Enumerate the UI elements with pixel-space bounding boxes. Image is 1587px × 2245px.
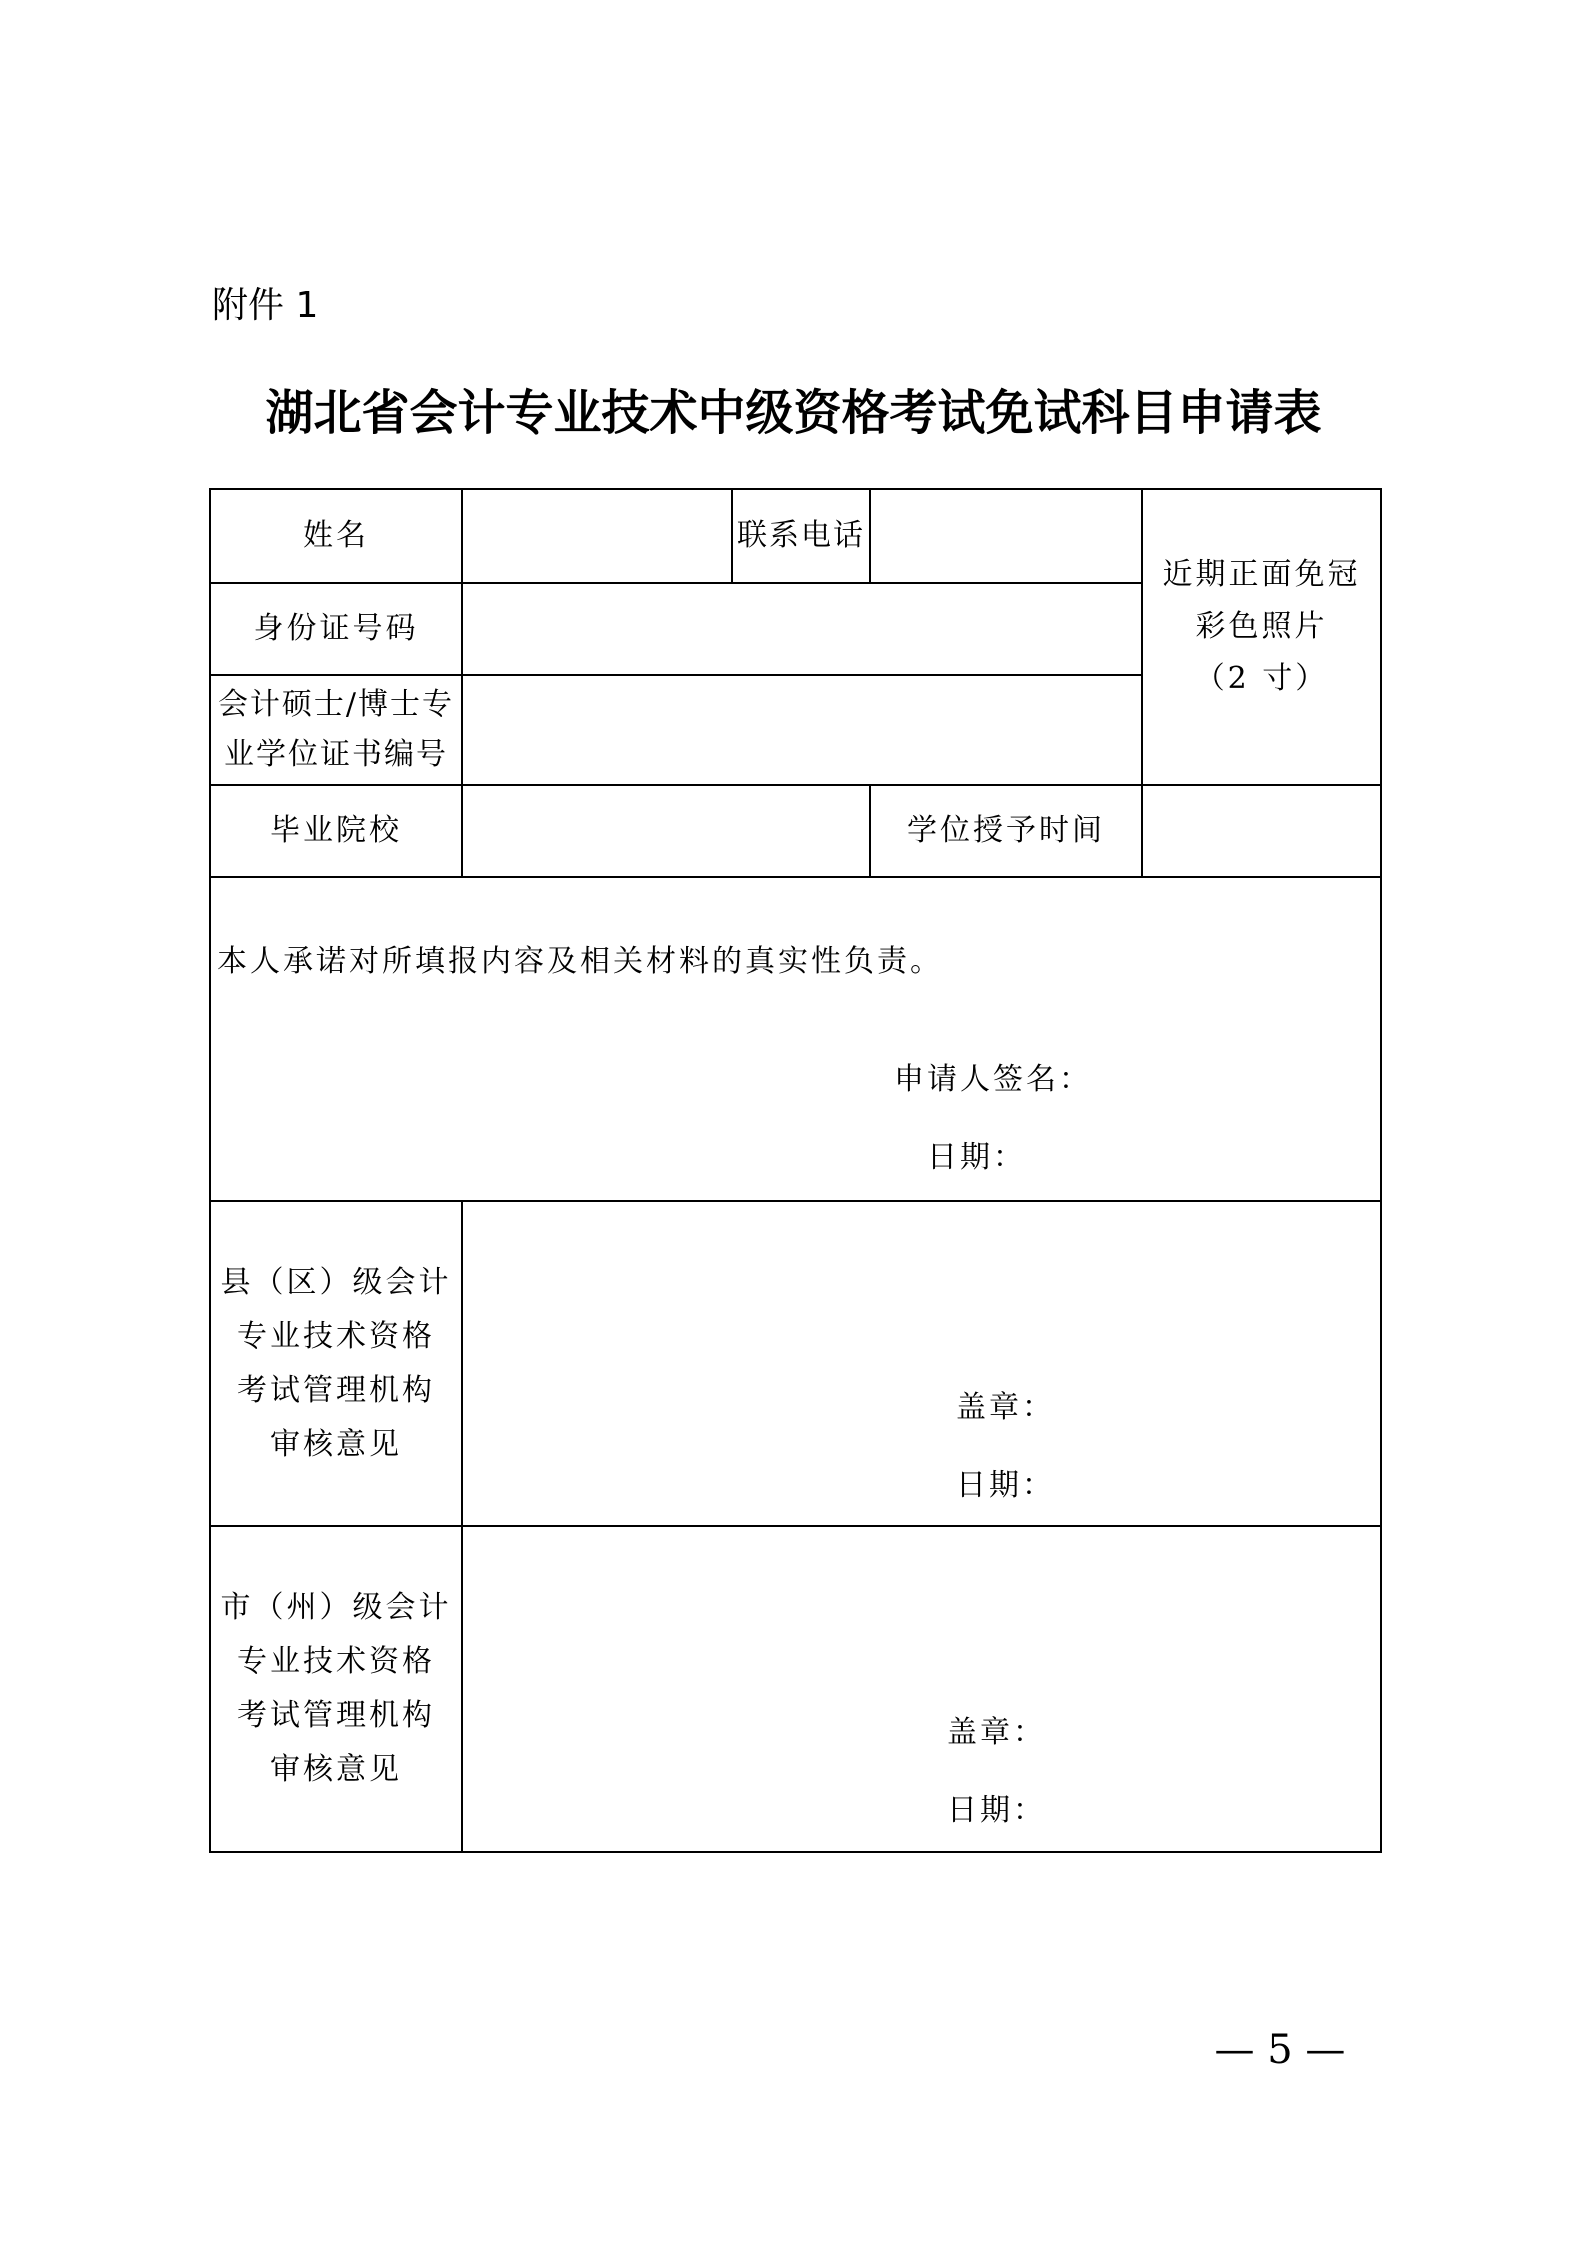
county-review-label bbox=[211, 1202, 461, 1525]
degree-cert-label bbox=[211, 676, 461, 784]
name-label: 姓名 bbox=[303, 518, 369, 553]
degree-cert-field[interactable] bbox=[463, 676, 1141, 784]
degree-cert-label-line: 业学位证书编号 bbox=[224, 737, 448, 772]
document-title: 湖北省会计专业技术中级资格考试免试科目申请表 bbox=[265, 385, 1322, 441]
degree-cert-label-line: 会计硕士/博士专 bbox=[217, 687, 455, 722]
photo-line: 近期正面免冠 bbox=[1162, 557, 1361, 592]
id-number-field[interactable] bbox=[463, 584, 1141, 674]
photo-line: （2 寸） bbox=[1194, 661, 1329, 696]
name-field[interactable] bbox=[463, 490, 731, 582]
city-review-field[interactable] bbox=[463, 1527, 1380, 1851]
county-date-label: 日期： bbox=[956, 1468, 1055, 1503]
city-review-label-line: 审核意见 bbox=[270, 1752, 402, 1787]
id-number-label: 身份证号码 bbox=[253, 611, 419, 646]
county-review-label-line: 县（区）级会计 bbox=[220, 1264, 452, 1300]
city-review-label-line: 考试管理机构 bbox=[237, 1698, 435, 1733]
degree-date-field[interactable] bbox=[1143, 786, 1380, 876]
row-divider bbox=[211, 876, 1380, 878]
photo-placeholder bbox=[1143, 490, 1380, 784]
application-form-table bbox=[209, 488, 1382, 1853]
pledge-statement: 本人承诺对所填报内容及相关材料的真实性负责。 bbox=[217, 944, 943, 979]
page-number: — 5 — bbox=[1214, 2027, 1346, 2073]
county-review-label-line: 专业技术资格 bbox=[237, 1318, 435, 1354]
phone-field[interactable] bbox=[871, 490, 1141, 582]
county-seal-label: 盖章： bbox=[956, 1390, 1055, 1425]
school-label: 毕业院校 bbox=[270, 813, 402, 848]
city-review-label bbox=[211, 1527, 461, 1851]
county-review-label-line: 审核意见 bbox=[270, 1426, 402, 1462]
degree-date-label: 学位授予时间 bbox=[907, 813, 1105, 848]
school-field[interactable] bbox=[463, 786, 869, 876]
city-review-label-line: 专业技术资格 bbox=[237, 1644, 435, 1679]
city-review-label-line: 市（州）级会计 bbox=[220, 1590, 452, 1625]
county-review-field[interactable] bbox=[463, 1202, 1380, 1525]
applicant-signature-label: 申请人签名： bbox=[894, 1062, 1092, 1097]
attachment-label: 附件 1 bbox=[212, 285, 319, 326]
applicant-date-label: 日期： bbox=[927, 1140, 1026, 1175]
city-seal-label: 盖章： bbox=[947, 1715, 1046, 1750]
county-review-label-line: 考试管理机构 bbox=[237, 1372, 435, 1408]
photo-line: 彩色照片 bbox=[1195, 609, 1328, 644]
city-date-label: 日期： bbox=[947, 1793, 1046, 1828]
phone-label: 联系电话 bbox=[737, 518, 865, 553]
